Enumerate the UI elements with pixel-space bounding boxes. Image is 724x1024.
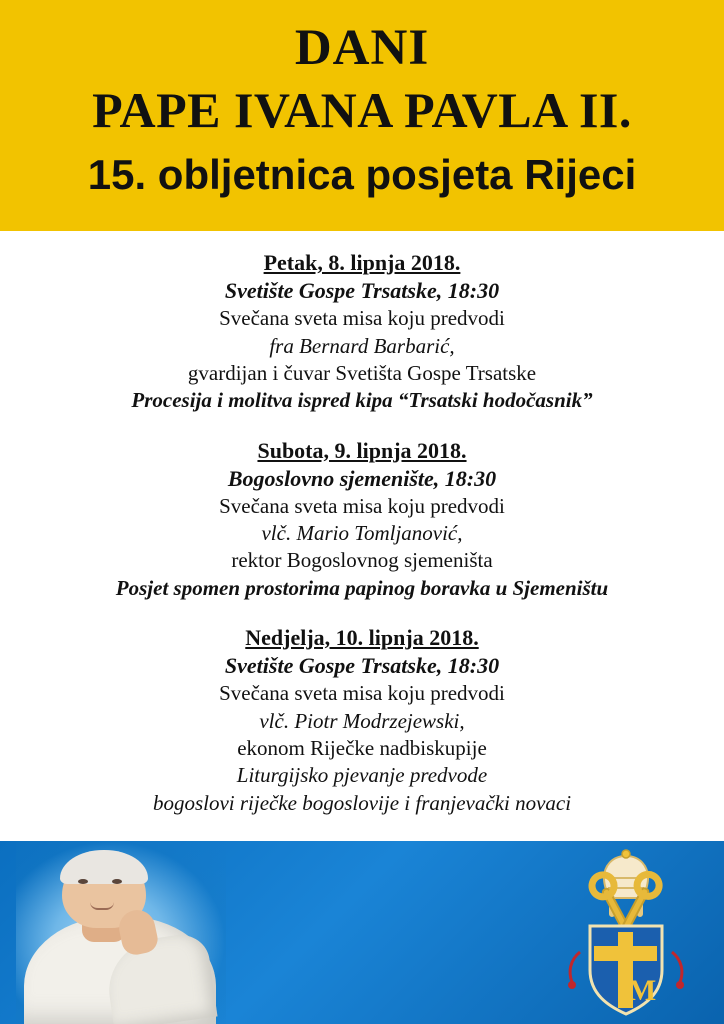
day-person: vlč. Mario Tomljanović, — [261, 521, 463, 546]
day-event: Svečana sveta misa koju predvodi — [219, 306, 505, 331]
portrait-eye-left — [78, 879, 88, 884]
svg-text:M: M — [627, 974, 657, 1007]
header-subtitle: 15. obljetnica posjeta Rijeci — [87, 151, 637, 199]
program-day-2 — [20, 437, 704, 603]
day-note-line1: Liturgijsko pjevanje predvode — [236, 763, 488, 788]
day-title: Nedjelja, 10. lipnja 2018. — [245, 625, 479, 650]
program-day-3 — [20, 624, 704, 817]
day-role: gvardijan i čuvar Svetišta Gospe Trsatske — [187, 360, 537, 385]
day-venue: Bogoslovno sjemenište, 18:30 — [227, 465, 497, 491]
day-note: Procesija i molitva ispred kipa “Trsatski hodočasnik” — [131, 388, 593, 413]
day-person: vlč. Piotr Modrzejewski, — [259, 708, 465, 733]
coat-of-arms-alt-text — [706, 848, 707, 849]
shield-icon — [590, 926, 662, 1014]
header-title-line2: PAPE IVANA PAVLA II. — [92, 82, 632, 139]
day-event: Svečana sveta misa koju predvodi — [219, 493, 505, 518]
day-title: Subota, 9. lipnja 2018. — [257, 437, 467, 463]
poster-header — [0, 0, 724, 231]
program-body — [0, 231, 724, 841]
pope-portrait-photo — [16, 841, 226, 1024]
poster-footer — [0, 841, 724, 1024]
day-role: ekonom Riječke nadbiskupije — [237, 735, 487, 760]
day-role: rektor Bogoslovnog sjemeništa — [231, 548, 493, 573]
day-venue: Svetište Gospe Trsatske, 18:30 — [224, 278, 500, 304]
papal-coat-of-arms — [546, 848, 706, 1018]
portrait-eye-right — [112, 879, 122, 884]
program-day-1 — [20, 249, 704, 415]
day-note-line2: bogoslovi riječke bogoslovije i franjevački novaci — [152, 790, 572, 815]
day-person: fra Bernard Barbarić, — [269, 333, 455, 358]
day-note: Posjet spomen prostorima papinog boravka u Sjemeništu — [115, 575, 609, 600]
header-title-line1: DANI — [294, 20, 430, 76]
day-event: Svečana sveta misa koju predvodi — [219, 681, 505, 706]
day-venue: Svetište Gospe Trsatske, 18:30 — [224, 653, 500, 679]
day-title: Petak, 8. lipnja 2018. — [263, 250, 461, 275]
